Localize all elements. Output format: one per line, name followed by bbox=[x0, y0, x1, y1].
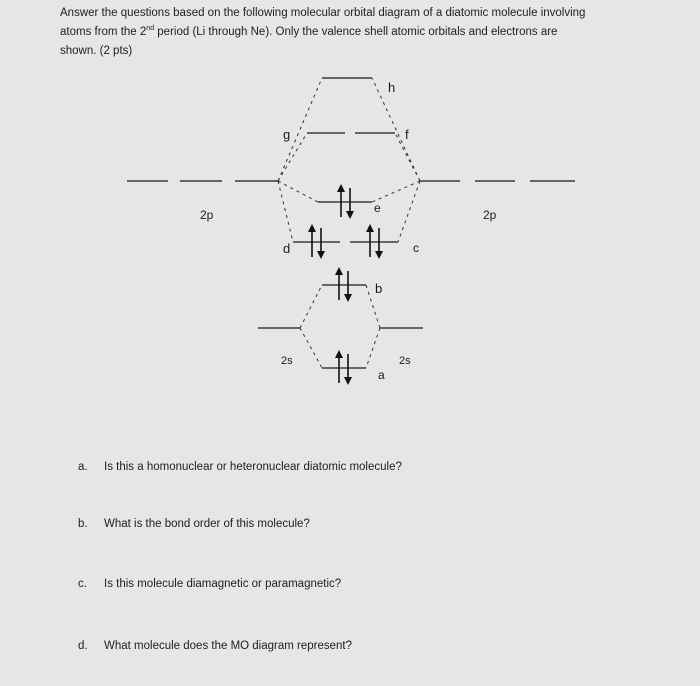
question-number: c. bbox=[78, 578, 87, 590]
question-d bbox=[78, 640, 352, 652]
label-mo-b: b bbox=[375, 281, 383, 296]
label-2p-right: 2p bbox=[483, 208, 497, 222]
instructions-line-2-post: period (Li through Ne). Only the valence shell atomic orbitals and electrons are bbox=[154, 26, 558, 38]
label-mo-f: f bbox=[405, 127, 409, 142]
question-number: a. bbox=[78, 461, 88, 473]
energy-levels bbox=[127, 78, 575, 368]
label-mo-c: c bbox=[413, 241, 419, 255]
instructions-line-3: shown. (2 pts) bbox=[60, 45, 133, 57]
question-a bbox=[78, 461, 402, 473]
question-number: d. bbox=[78, 640, 88, 652]
instructions-line-2-pre: atoms from the 2 bbox=[60, 26, 147, 38]
label-2s-right: 2s bbox=[399, 355, 411, 367]
question-text: Is this molecule diamagnetic or paramagnetic? bbox=[104, 578, 342, 590]
label-mo-a: a bbox=[378, 368, 385, 382]
label-2s-left: 2s bbox=[281, 355, 293, 367]
question-text: What is the bond order of this molecule? bbox=[104, 518, 310, 530]
label-mo-g: g bbox=[283, 127, 291, 142]
label-mo-h: h bbox=[388, 80, 396, 95]
question-text: Is this a homonuclear or heteronuclear diatomic molecule? bbox=[104, 461, 402, 473]
diagram-labels bbox=[200, 80, 497, 382]
question-b bbox=[78, 518, 310, 530]
question-text: What molecule does the MO diagram represent? bbox=[104, 640, 353, 652]
label-2p-left: 2p bbox=[200, 208, 214, 222]
label-mo-e: e bbox=[374, 201, 381, 215]
correlation-lines bbox=[278, 78, 420, 368]
question-number: b. bbox=[78, 518, 88, 530]
question-c bbox=[78, 578, 341, 590]
ordinal-suffix: nd bbox=[146, 25, 155, 33]
instructions-line-1: Answer the questions based on the following molecular orbital diagram of a diatomic molecule involving bbox=[60, 7, 586, 19]
label-mo-d: d bbox=[283, 241, 291, 256]
